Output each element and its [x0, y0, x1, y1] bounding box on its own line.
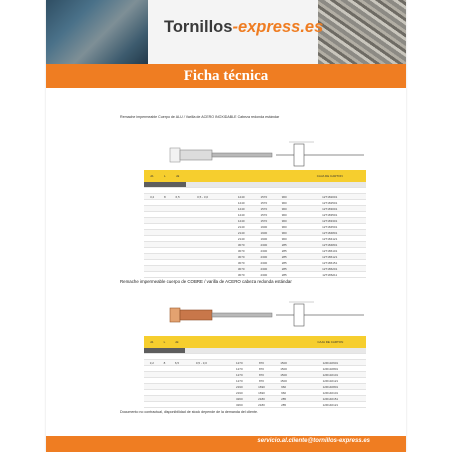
table-cell: 2190 [228, 390, 250, 396]
table-cell: 3260 [228, 396, 250, 402]
table-cell: 960 [275, 224, 293, 230]
header-cell [185, 336, 218, 348]
table-cell: 12R132801 [295, 366, 366, 372]
table-cell: 870 [250, 378, 272, 384]
table-cell: 6,5 [169, 360, 185, 366]
brand-logo [164, 18, 323, 37]
table-cell [144, 402, 160, 408]
table-cell: 2190 [228, 384, 250, 390]
table-cell: 1240 [230, 206, 253, 212]
specs-table-1 [144, 170, 366, 278]
table-cell: 1900 [253, 236, 276, 242]
table-cell: 12T186121 [293, 254, 366, 260]
table-cell: 3070 [230, 242, 253, 248]
table-cell: 3,2 [144, 360, 160, 366]
table-cell: 3070 [230, 272, 253, 278]
table-cell: 12T184801 [293, 242, 366, 248]
header-cell [273, 336, 295, 348]
table-cell [160, 272, 170, 278]
table-cell: 960 [275, 200, 293, 206]
header-cell: L [160, 336, 169, 348]
screws-photo [318, 0, 406, 64]
table-cell: 3070 [230, 266, 253, 272]
workshop-photo [46, 0, 148, 64]
table-cell: 12R132601 [295, 360, 366, 366]
table-cell: 285 [275, 260, 293, 266]
datasheet-page [46, 0, 406, 452]
table-cell: 12T186101 [293, 248, 366, 254]
table-cell: 2300 [253, 242, 276, 248]
table-cell: 1690 [250, 390, 272, 396]
specs-table-2 [144, 336, 366, 408]
table-cell: 1270 [228, 366, 250, 372]
table-cell: 3070 [230, 254, 253, 260]
header-cell [275, 170, 293, 182]
table-cell: 285 [275, 248, 293, 254]
footer-email: servicio.al.cliente@tornillos-express.es [257, 438, 370, 444]
header-cell [228, 336, 250, 348]
table-cell: 1570 [253, 206, 276, 212]
table-cell [170, 272, 186, 278]
table-cell: 960 [275, 194, 293, 200]
table-cell: 960 [275, 230, 293, 236]
header-cell: d1 [144, 336, 160, 348]
table-cell: 12T186151 [293, 260, 366, 266]
table-cell: 12T184121 [293, 236, 366, 242]
rivet-drawing-2 [164, 300, 374, 330]
table-cell: 3260 [228, 402, 250, 408]
table-cell: 6,5 [170, 194, 186, 200]
header-cell: L [160, 170, 170, 182]
table-cell: 1570 [253, 194, 276, 200]
header-cell [230, 170, 253, 182]
table-cell: 12R140151 [295, 396, 366, 402]
header-cell: dk [170, 170, 186, 182]
table-header-row [144, 336, 366, 348]
table-cell: 3,2 [144, 194, 160, 200]
table-cell: 2300 [253, 248, 276, 254]
table-cell: 12R140101 [295, 390, 366, 396]
header-cell: CAJA DE CARTON [293, 170, 366, 182]
header-cell: CAJA DE CARTON [295, 336, 366, 348]
table-cell: 285 [275, 254, 293, 260]
page-title: Ficha técnica [183, 68, 269, 84]
disclaimer-note: Documento no contractual, disponibilidad de stock depende de la demanda del cliente. [120, 410, 259, 414]
table-cell: 12T183501 [293, 212, 366, 218]
table-cell: 2140 [230, 230, 253, 236]
table-cell: 1500 [273, 360, 295, 366]
table-cell: 960 [275, 218, 293, 224]
rivet-drawing-1 [164, 140, 374, 170]
table-cell [186, 272, 220, 278]
table-cell: 870 [250, 372, 272, 378]
table-cell: 12T183001 [293, 206, 366, 212]
section2-description: Remache impermeable cuerpo de COBRE / varilla de ACERO cabeza redonda estándar [120, 279, 292, 284]
table-cell: 1270 [228, 378, 250, 384]
table-cell: 2180 [250, 402, 272, 408]
table-cell: 285 [275, 266, 293, 272]
table-cell: 1240 [230, 218, 253, 224]
table-cell: 12T186211 [293, 272, 366, 278]
header-cell [250, 336, 272, 348]
table-cell: 960 [275, 236, 293, 242]
header-cell: dk [169, 336, 185, 348]
table-cell: 285 [273, 402, 295, 408]
table-cell: 2300 [253, 260, 276, 266]
table-cell: 12T184801 [293, 230, 366, 236]
table-cell: 870 [250, 360, 272, 366]
table-cell: 960 [273, 384, 295, 390]
table-cell: 2180 [250, 396, 272, 402]
table-cell: 1570 [253, 218, 276, 224]
table-cell: 12R132121 [295, 378, 366, 384]
table-cell: 960 [275, 206, 293, 212]
table-cell [169, 402, 185, 408]
brand-name-part2: -express.es [232, 18, 324, 36]
table-cell: 1900 [253, 230, 276, 236]
table-cell: 1500 [273, 378, 295, 384]
table-cell: 12T186201 [293, 266, 366, 272]
header [46, 0, 406, 64]
section1-description: Remache impermeable Cuerpo de ALU / Varilla de ACERO INOXIDABLE Cabeza redonda estándar [120, 115, 280, 119]
table-cell: 1900 [253, 224, 276, 230]
table-cell: 960 [275, 212, 293, 218]
table-cell: 870 [250, 366, 272, 372]
table-cell: 12T182001 [293, 194, 366, 200]
table-cell [160, 402, 169, 408]
header-cell: d1 [144, 170, 160, 182]
table-cell: 1270 [228, 360, 250, 366]
table-header-row [144, 170, 366, 182]
table-row [144, 402, 366, 408]
table-cell: 960 [273, 390, 295, 396]
header-cell [253, 170, 276, 182]
brand-name-part1: Tornillos [164, 18, 233, 36]
table-cell: 0,5 - 3,0 [186, 194, 220, 200]
table-cell: 285 [273, 396, 295, 402]
table-cell: 1570 [253, 212, 276, 218]
table-cell: 12R132101 [295, 372, 366, 378]
table-cell [144, 272, 160, 278]
table-cell: 12R140121 [295, 402, 366, 408]
table-cell: 2140 [230, 224, 253, 230]
table-cell: 285 [275, 272, 293, 278]
table-cell: 1240 [230, 200, 253, 206]
header-cell [186, 170, 220, 182]
table-cell: 1240 [230, 194, 253, 200]
table-cell: 2140 [230, 236, 253, 242]
table-cell: 2300 [253, 254, 276, 260]
table-cell: 1270 [228, 372, 250, 378]
table-cell: 12R140801 [295, 384, 366, 390]
table-cell: 1500 [273, 366, 295, 372]
table-row [144, 272, 366, 278]
table-cell: 0,5 - 3,0 [185, 360, 218, 366]
table-cell: 12T184501 [293, 224, 366, 230]
table-cell: 2300 [253, 272, 276, 278]
table-cell: 3070 [230, 248, 253, 254]
table-cell: 1570 [253, 200, 276, 206]
table-cell: 12T182501 [293, 200, 366, 206]
table-cell [185, 402, 218, 408]
table-cell: 1500 [273, 372, 295, 378]
table-cell: 1240 [230, 212, 253, 218]
table-cell: 285 [275, 242, 293, 248]
table-cell: 8 [160, 360, 169, 366]
table-cell: 2300 [253, 266, 276, 272]
table-cell: 3070 [230, 260, 253, 266]
table-cell: 1690 [250, 384, 272, 390]
table-cell: 12T183301 [293, 218, 366, 224]
table-cell: 8 [160, 194, 170, 200]
